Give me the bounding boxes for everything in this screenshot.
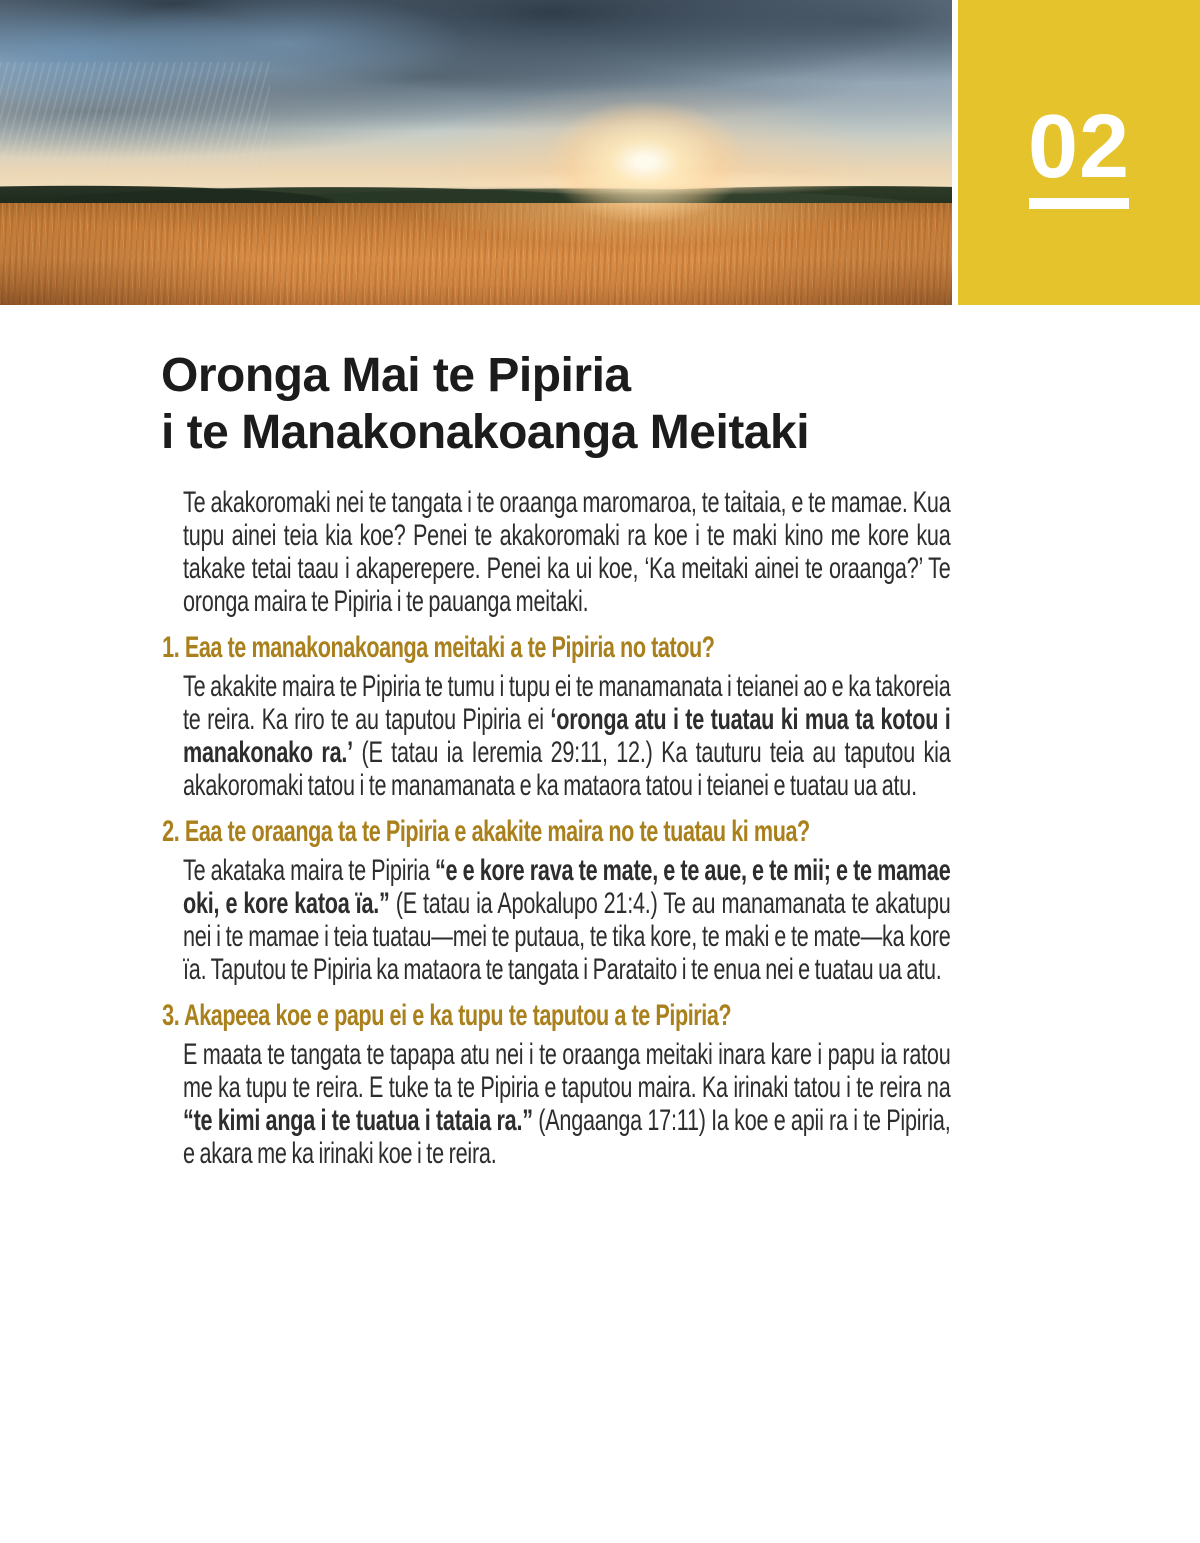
body-text	[162, 486, 951, 1170]
hero-header	[0, 0, 1200, 305]
chapter-number: 02	[1027, 97, 1131, 197]
title-line-1: Oronga Mai te Pipiria	[161, 349, 631, 402]
section-answer: Te akataka maira te Pipiria “e e kore rava te mate, e te aue, e te mii; e te mamae oki, e kore katoa ïa.” (E tatau ia Apokalupo 21:4.) Te au manamanata te akatupu nei i te mamae i teia tuatau—mei te putaua, te tika kore, te maki e te mate—ka kore ïa. Taputou te Pipiria ka mataora te tangata i Parataito i te enua nei e tuatau ua atu.	[183, 854, 951, 986]
section-answer: E maata te tangata te tapapa atu nei i te oraanga meitaki inara kare i papu ia ratou me ka tupu te reira. E tuke ta te Pipiria e taputou maira. Ka irinaki tatou i te reira na “te kimi anga i te tuatua i tataia ra.” (Angaanga 17:11) Ia koe e apii ra i te Pipiria, e akara me ka irinaki koe i te reira.	[183, 1038, 951, 1170]
section	[162, 631, 951, 802]
intro-paragraph: Te akakoromaki nei te tangata i te oraanga maromaroa, te taitaia, e te mamae. Kua tupu ainei teia kia koe? Penei te akakoromaki ra koe i te maki kino me kore kua takake tetai taau i akaperepere. Penei ka ui koe, ‘Ka meitaki ainei te oraanga?’ Te oronga maira te Pipiria i te pauanga meitaki.	[183, 486, 951, 618]
section-question: 1. Eaa te manakonakoanga meitaki a te Pipiria no tatou?	[162, 631, 715, 664]
hero-photo	[0, 0, 952, 305]
page-title	[161, 347, 1200, 461]
title-line-2: i te Manakonakoanga Meitaki	[161, 406, 810, 459]
section	[162, 815, 951, 986]
section-question: 2. Eaa te oraanga ta te Pipiria e akakite maira no te tuatau ki mua?	[162, 815, 810, 848]
section	[162, 999, 951, 1170]
chapter-number-badge	[958, 0, 1200, 305]
chapter-number-underline	[1029, 198, 1129, 209]
section-answer: Te akakite maira te Pipiria te tumu i tupu ei te manamanata i teianei ao e ka takoreia te reira. Ka riro te au taputou Pipiria ei ‘oronga atu i te tuatau ki mua ta kotou i manakonako ra.’ (E tatau ia Ieremia 29:11, 12.) Ka tauturu teia au taputou kia akakoromaki tatou i te manamanata e ka mataora tatou i teianei e tuatau ua atu.	[183, 670, 951, 802]
photo-wheat-field	[0, 203, 952, 305]
sections	[162, 631, 951, 1170]
section-question: 3. Akapeea koe e papu ei e ka tupu te taputou a te Pipiria?	[162, 999, 732, 1032]
photo-sun	[510, 75, 780, 260]
article	[0, 347, 1200, 1170]
